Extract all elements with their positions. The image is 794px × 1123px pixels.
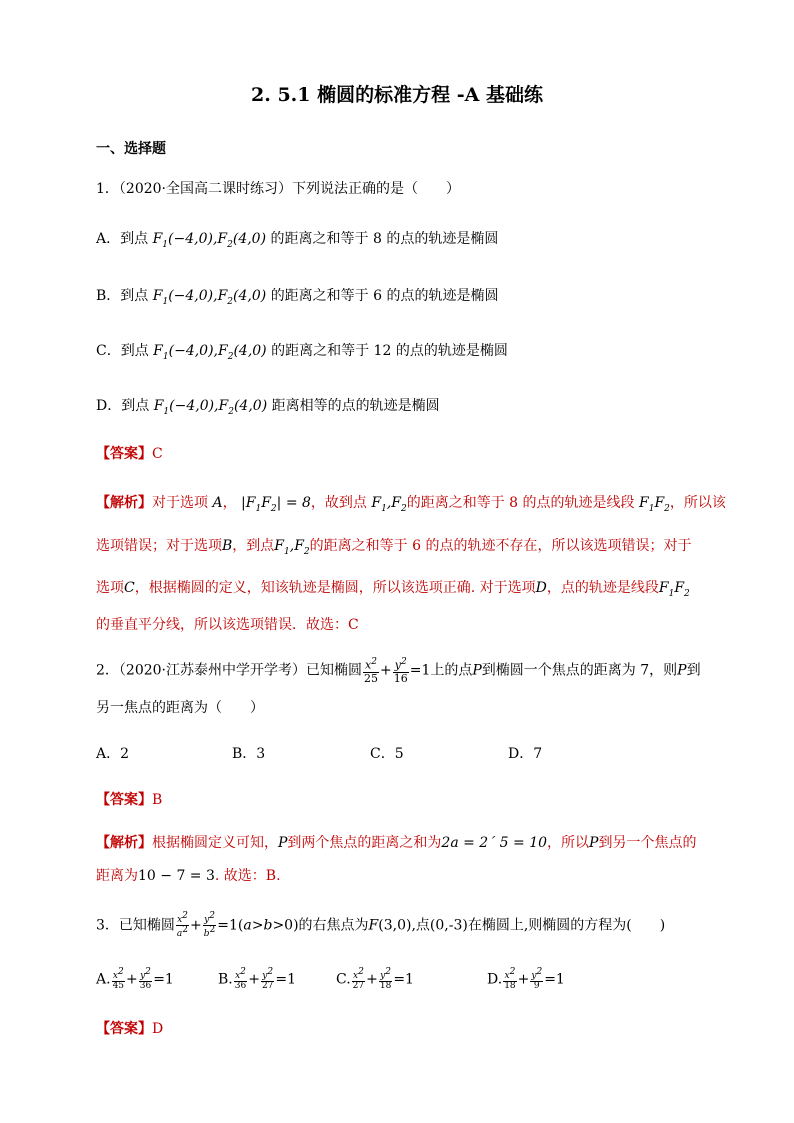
q2-option-d: D．7 <box>508 746 543 762</box>
formula: 2a = 2´ 5 = 10 <box>441 835 548 851</box>
formula: P <box>472 662 482 679</box>
q3-stem: 3．已知椭圆 $\frac{x^2}{a^2}$ + $\frac{y^2}{b^2}$ =1(a>b>0)的右焦点为F(3,0),点(0,-3)在椭圆上,则椭圆的方程为( ) <box>96 911 666 939</box>
option-text: 距离相等的点的轨迹是椭圆 <box>271 398 440 414</box>
option-label: C. <box>336 971 351 988</box>
text: 的距离之和等于 8 的点的轨迹是线段 <box>406 495 635 511</box>
formula: B <box>222 538 233 554</box>
points-formula: $F_1(-4,0),F_2(4,0)$ <box>153 343 267 362</box>
option-label: C．到点 <box>96 343 149 359</box>
text: 点(0,-3)在椭圆上,则椭圆的方程为( ) <box>415 917 666 934</box>
q2-stem-line2: 另一焦点的距离为（ ） <box>96 700 264 716</box>
text: 2．（2020·江苏泰州中学开学考）已知椭圆 <box>96 662 362 679</box>
q1-option-c <box>96 340 508 362</box>
text: 到另一个焦点的 <box>598 835 697 851</box>
q1-explanation-line2 <box>96 535 691 557</box>
ellipse-x-term: $\frac{x^2}{25}$ <box>364 657 378 685</box>
q1-explanation-line4: 的垂直平分线，所以该选项错误．故选：C <box>96 617 359 633</box>
formula: A <box>212 495 223 511</box>
answer-label: 【答案】 <box>96 1021 152 1037</box>
formula: $|F_1F_2| = 8$ <box>241 495 311 514</box>
formula: $F_1F_2$ <box>658 580 690 599</box>
text: 到两个焦点的距离之和为 <box>287 835 442 851</box>
answer-label: 【答案】 <box>96 446 152 462</box>
text: 的距离之和等于 6 的点的轨迹不存在，所以该选项错误；对于 <box>309 538 692 554</box>
formula: P <box>589 835 599 851</box>
answer-value: B <box>152 792 163 808</box>
formula: $\frac{y^2}{36}$ <box>139 967 152 991</box>
answer-value: C <box>152 446 163 462</box>
formula: $\frac{y^2}{18}$ <box>379 967 392 991</box>
text: 到椭圆一个焦点的距离为 7，则 <box>481 662 678 679</box>
option-label: B. <box>218 971 233 988</box>
text: ，故到点 <box>310 495 367 511</box>
formula: $\frac{y^2}{27}$ <box>261 967 274 991</box>
text: . 故选：B. <box>214 868 281 884</box>
formula: $F_1,F_2$ <box>274 538 310 557</box>
text: ，所以 <box>547 835 590 851</box>
q1-option-b <box>96 285 499 307</box>
option-label: A．到点 <box>96 231 149 247</box>
formula: 10 − 7 = 3 <box>138 868 215 884</box>
q3-option-d: D. $\frac{x^2}{18}$ + $\frac{y^2}{9}$ =1 <box>487 967 565 991</box>
option-label: B．到点 <box>96 288 149 304</box>
text: ，点的轨迹是线段 <box>546 580 659 596</box>
text: 3．已知椭圆 <box>96 917 175 934</box>
q2-explanation-line2 <box>96 865 281 885</box>
formula: P <box>677 662 687 679</box>
q3-option-b: B. $\frac{x^2}{36}$ + $\frac{y^2}{27}$ =1 <box>218 967 297 991</box>
text: 到 <box>686 662 701 679</box>
option-label: D．到点 <box>96 398 150 414</box>
q2-explanation-line1 <box>96 832 696 852</box>
explanation-label: 【解析】 <box>96 835 152 851</box>
answer-value: D <box>152 1021 164 1037</box>
text: 对于选项 <box>152 495 208 511</box>
formula: $\frac{x^2}{45}$ <box>112 967 125 991</box>
explanation-label: 【解析】 <box>96 495 152 511</box>
points-formula: $F_1(-4,0),F_2(4,0)$ <box>152 231 267 250</box>
formula: $F_1,F_2$ <box>371 495 407 514</box>
q2-answer <box>96 789 162 809</box>
text: 的右焦点为 <box>298 917 369 934</box>
ellipse-y-term: $\frac{y^2}{16}$ <box>393 657 408 685</box>
text: 选项 <box>96 580 124 596</box>
option-label: A. <box>96 971 111 988</box>
q1-explanation-line3 <box>96 577 690 599</box>
q1-option-a <box>96 228 498 250</box>
q1-option-d <box>96 395 440 417</box>
q1-explanation-line1: 【解析】对于选项 A， $|F_1F_2| = 8$，故到点 $F_1,F_2$的距离之和等于 8 的点的轨迹是线段 $F_1F_2$，所以该 <box>96 495 726 514</box>
q3-option-a: A. $\frac{x^2}{45}$ + $\frac{y^2}{36}$ =1 <box>96 967 174 991</box>
formula: D <box>535 580 547 596</box>
text: 上的点 <box>430 662 473 679</box>
ellipse-x-term: $\frac{x^2}{a^2}$ <box>176 911 189 939</box>
option-text: 的距离之和等于 12 的点的轨迹是椭圆 <box>271 343 508 359</box>
q2-option-c: C．5 <box>370 746 404 762</box>
option-text: 的距离之和等于 8 的点的轨迹是椭圆 <box>270 231 499 247</box>
q1-answer <box>96 443 163 463</box>
text: ，所以该 <box>669 495 726 511</box>
q3-answer <box>96 1018 163 1038</box>
formula: $\frac{x^2}{27}$ <box>352 967 365 991</box>
text: 根据椭圆定义可知， <box>152 835 278 851</box>
section-heading: 一、选择题 <box>96 141 166 157</box>
formula: C <box>124 580 135 596</box>
q2-option-b: B．3 <box>232 746 266 762</box>
option-text: 的距离之和等于 6 的点的轨迹是椭圆 <box>270 288 499 304</box>
text: ，到点 <box>232 538 275 554</box>
page-title: 2. 5.1 椭圆的标准方程 -A 基础练 <box>251 84 543 106</box>
formula: P <box>278 835 288 851</box>
formula: $\frac{x^2}{36}$ <box>234 967 247 991</box>
q2-option-a: A．2 <box>96 746 130 762</box>
text: ，根据椭圆的定义，知该轨迹是椭圆，所以该选项正确. 对于选项 <box>134 580 536 596</box>
q3-option-c: C. $\frac{x^2}{27}$ + $\frac{y^2}{18}$ =1 <box>336 967 414 991</box>
answer-label: 【答案】 <box>96 792 152 808</box>
formula: $\frac{x^2}{18}$ <box>504 967 516 991</box>
formula: $F_1F_2$ <box>639 495 670 514</box>
text: 距离为 <box>96 868 138 884</box>
q2-stem-line1: 2．（2020·江苏泰州中学开学考）已知椭圆 $\frac{x^2}{25}$ + $\frac{y^2}{16}$ =1上的点P到椭圆一个焦点的距离为 7，则P到 <box>96 657 701 685</box>
points-formula: $F_1(-4,0),F_2(4,0)$ <box>152 288 267 307</box>
formula: $\frac{y^2}{9}$ <box>531 967 543 991</box>
text: 选项错误；对于选项 <box>96 538 222 554</box>
points-formula: $F_1(-4,0),F_2(4,0)$ <box>153 398 268 417</box>
option-label: D. <box>487 971 503 988</box>
q1-stem: 1．（2020·全国高二课时练习）下列说法正确的是（ ） <box>96 181 460 197</box>
ellipse-y-term: $\frac{y^2}{b^2}$ <box>203 911 216 939</box>
